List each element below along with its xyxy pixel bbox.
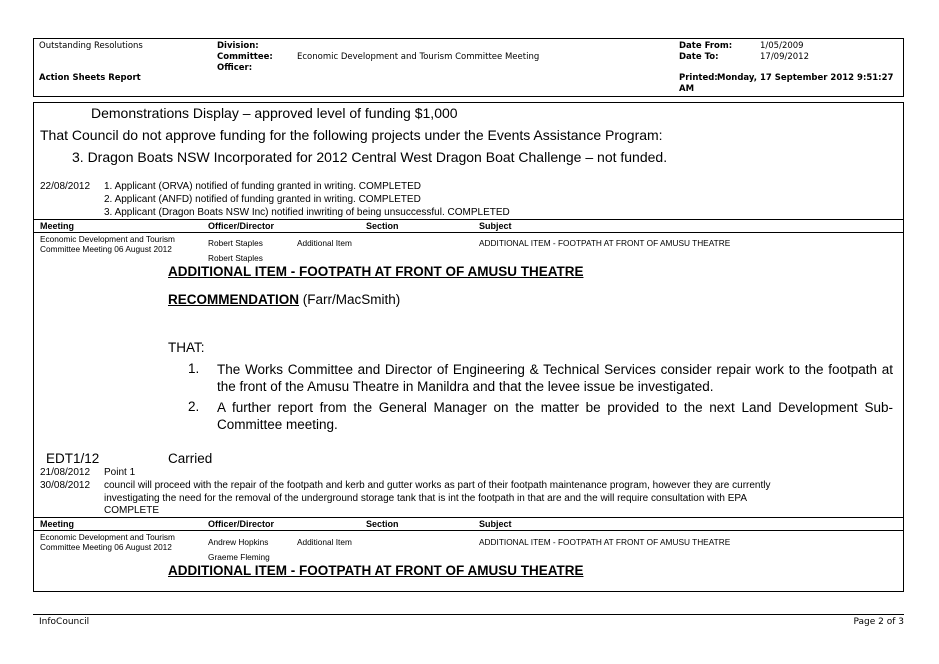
resolution-status: Carried — [168, 451, 213, 466]
col-header-meeting: Meeting — [40, 519, 75, 529]
meeting-name: Economic Development and Tourism Committee Meeting 06 August 2012 — [40, 532, 175, 552]
action-item: 3. Applicant (Dragon Boats NSW Inc) notified inwriting of being unsuccessful. COMPLETED — [104, 207, 510, 218]
date-from-label: Date From: — [679, 41, 733, 51]
action-item: 2. Applicant (ANFD) notified of funding granted in writing. COMPLETED — [104, 194, 421, 205]
printed-label: Printed: — [679, 73, 718, 83]
point-text: A further report from the General Manager on the matter be provided to the next Land Development Sub-Committee meeting. — [217, 400, 893, 432]
col-header-meeting: Meeting — [40, 221, 75, 231]
divider — [34, 530, 903, 531]
divider — [34, 232, 903, 233]
col-header-subject: Subject — [479, 221, 512, 231]
report-type: Action Sheets Report — [39, 73, 141, 83]
footer-rule — [33, 614, 904, 615]
col-header-section: Section — [366, 221, 399, 231]
division-label: Division: — [217, 41, 259, 51]
note-text: COMPLETE — [104, 505, 160, 516]
printed-value: Monday, 17 September 2012 9:51:27 — [717, 73, 894, 83]
funding-line: Demonstrations Display – approved level of funding $1,000 — [91, 105, 458, 121]
divider — [34, 219, 903, 220]
action-date: 22/08/2012 — [40, 181, 91, 192]
note-date: 30/08/2012 — [40, 480, 91, 491]
report-body-box — [33, 102, 904, 592]
col-header-subject: Subject — [479, 519, 512, 529]
officer-name: Andrew Hopkins — [208, 537, 269, 547]
note-date: 21/08/2012 — [40, 467, 91, 478]
report-name: Outstanding Resolutions — [39, 41, 143, 51]
note-text: council will proceed with the repair of the footpath and kerb and gutter works as part of their footpath maintenance program, however they are currently — [104, 480, 771, 491]
director-name: Graeme Fleming — [208, 552, 270, 562]
resolution-number: EDT1/12 — [46, 451, 100, 466]
recommendation-line — [168, 292, 400, 307]
printed-value-cont: AM — [679, 84, 695, 94]
date-from-value: 1/05/2009 — [760, 41, 804, 51]
section-value: Additional Item — [297, 238, 352, 248]
note-text: Point 1 — [104, 467, 136, 478]
item-heading: ADDITIONAL ITEM - FOOTPATH AT FRONT OF AMUSU THEATRE — [168, 264, 584, 279]
point-number: 1. — [188, 361, 200, 376]
point-number: 2. — [188, 399, 200, 414]
page-number: Page 2 of 3 — [853, 617, 904, 627]
movers: (Farr/MacSmith) — [302, 292, 401, 307]
council-resolution-line: That Council do not approve funding for the following projects under the Events Assistance Program: — [40, 127, 663, 143]
col-header-officer: Officer/Director — [208, 221, 275, 231]
officer-label: Officer: — [217, 63, 253, 73]
committee-label: Committee: — [217, 52, 273, 62]
note-text: investigating the need for the removal of the underground storage tank that is int the footpath in that are and the will require consultation with EPA — [104, 493, 747, 504]
director-name: Robert Staples — [208, 253, 263, 263]
divider — [34, 517, 903, 518]
dragon-boats-line: 3. Dragon Boats NSW Incorporated for 2012 Central West Dragon Boat Challenge – not funded. — [72, 149, 668, 165]
action-item: 1. Applicant (ORVA) notified of funding granted in writing. COMPLETED — [104, 181, 422, 192]
subject-value: ADDITIONAL ITEM - FOOTPATH AT FRONT OF AMUSU THEATRE — [479, 537, 731, 547]
col-header-officer: Officer/Director — [208, 519, 275, 529]
col-header-section: Section — [366, 519, 399, 529]
that-label: THAT: — [168, 340, 205, 355]
app-name: InfoCouncil — [39, 617, 90, 627]
date-to-label: Date To: — [679, 52, 719, 62]
subject-value: ADDITIONAL ITEM - FOOTPATH AT FRONT OF AMUSU THEATRE — [479, 238, 731, 248]
meeting-name: Economic Development and Tourism Committee Meeting 06 August 2012 — [40, 234, 175, 254]
section-value: Additional Item — [297, 537, 352, 547]
item-heading: ADDITIONAL ITEM - FOOTPATH AT FRONT OF AMUSU THEATRE — [168, 563, 584, 578]
recommendation-label: RECOMMENDATION — [168, 292, 299, 307]
date-to-value: 17/09/2012 — [760, 52, 809, 62]
officer-name: Robert Staples — [208, 238, 263, 248]
committee-value: Economic Development and Tourism Committee Meeting — [297, 52, 540, 62]
point-text: The Works Committee and Director of Engineering & Technical Services consider repair work to the footpath at the front of the Amusu Theatre in Manildra and that the levee issue be investigated. — [217, 362, 893, 394]
